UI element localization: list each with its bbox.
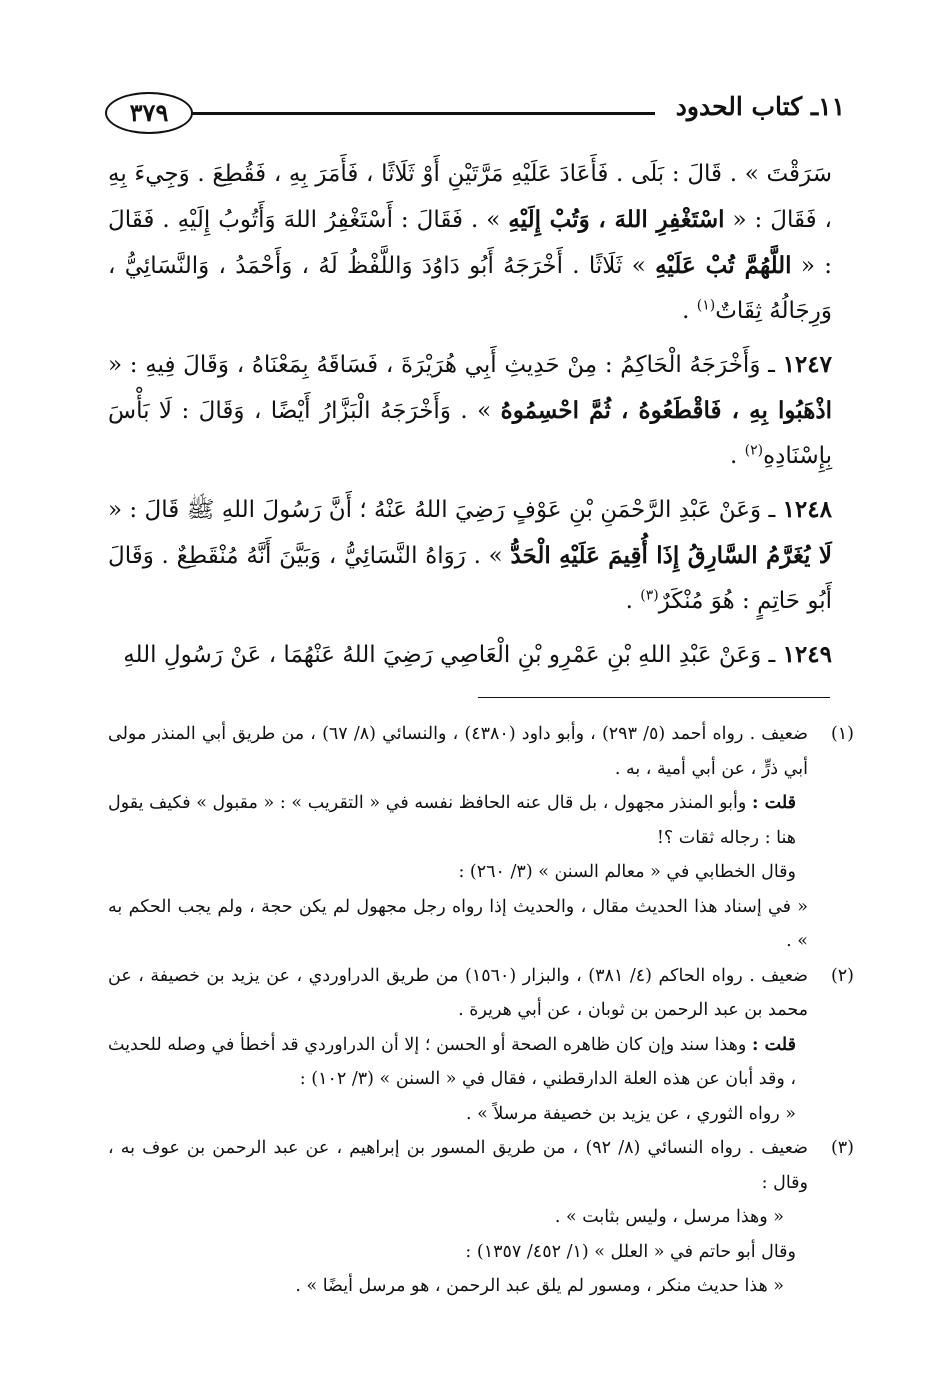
page-header: [105, 88, 845, 138]
footnote-number: (١): [830, 724, 854, 744]
hadith-number: ١٢٤٧: [782, 351, 832, 378]
text-run: ـ وَعَنْ عَبْدِ الرَّحْمَنِ بْنِ عَوْفٍ رَضِيَ اللهُ عَنْهُ ؛ أَنَّ رَسُولَ اللهِ ﷺ قَالَ : «: [108, 497, 776, 523]
text-run: » ثَلَاثًا . أَخْرَجَهُ أَبُو دَاوُدَ وَاللَّفْظُ لَهُ ، وَأَحْمَدُ ، وَالنَّسَائِيُّ ، وَرِجَالُهُ ثِقَاتٌ: [108, 253, 832, 324]
footnote-body: [108, 959, 808, 1132]
text-run: .: [625, 588, 641, 614]
hadith-number: ١٢٤٩: [782, 641, 832, 668]
hadith-quote: اللَّهُمَّ تُبْ عَلَيْهِ: [655, 252, 792, 279]
footnote-line: وقال أبو حاتم في « العلل » (١/ ٤٥٢/ ١٣٥٧) :: [465, 1241, 796, 1262]
hadith-quote: لَا يُغَرَّمُ السَّارِقُ إِذَا أُقِيمَ عَلَيْهِ الْحَدُّ: [510, 542, 833, 569]
text-run: وأبو المنذر مجهول ، بل قال عنه الحافظ نفسه في « التقريب » : « مقبول » فكيف يقول هنا : رجاله ثقات ؟!: [108, 793, 796, 848]
footnote-line: ضعيف . رواه النسائي (٨/ ٩٢) ، من طريق المسور بن إبراهيم ، عن عبد الرحمن بن عوف به ، وقال :: [108, 1138, 808, 1193]
text-run: » . فَقَالَ : أَسْتَغْفِرُ اللهَ وَأَتُوبُ إِلَيْهِ . فَقَالَ : «: [108, 207, 832, 279]
footnote-ref: (٢): [744, 442, 764, 459]
footnote-number: (٢): [830, 965, 854, 986]
footnote-line: ضعيف . رواه الحاكم (٤/ ٣٨١) ، والبزار (١٥٦٠) من طريق الدراوردي ، عن يزيد بن خصيفة ، عن محمد بن عبد الرحمن بن ثوبان ، عن أبي هريرة .: [108, 965, 808, 1020]
footnote-line: [108, 1028, 808, 1097]
footnote-ref: (٣): [640, 587, 659, 604]
hadith-1248: [108, 487, 832, 624]
footnote-line: « في إسناد هذا الحديث مقال ، والحديث إذا رواه رجل مجهول لم يكن حجة ، ولم يجب الحكم به » .: [108, 896, 808, 951]
footnote-ref: (١): [696, 297, 716, 314]
page-number-badge: [105, 92, 193, 134]
footnote-line: « هذا حديث منكر ، ومسور لم يلق عبد الرحمن ، هو مرسل أيضًا » .: [295, 1276, 784, 1296]
text-run: وهذا سند وإن كان ظاهره الصحة أو الحسن ؛ إلا أن الدراوردي قد أخطأ في وصله للحديث ، وقد أبان عن هذه العلة الدارقطني ، فقال في « السنن » (٣/ ١٠٢) :: [108, 1034, 796, 1089]
hadith-1247: [108, 342, 832, 479]
footnote-number: (٣): [830, 1138, 854, 1158]
footnote-line: « وهذا مرسل ، وليس بثابت » .: [554, 1207, 784, 1227]
text-run: ـ وَأَخْرَجَهُ الْحَاكِمُ : مِنْ حَدِيثِ أَبِي هُرَيْرَةَ ، فَسَاقَهُ بِمَعْنَاهُ ، وَقَالَ فِيهِ : «: [108, 352, 775, 378]
hadith-1249: [108, 632, 832, 678]
hadith-quote: اسْتَغْفِرِ اللهَ ، وَتُبْ إِلَيْهِ: [508, 206, 725, 233]
footnote-lead: قلت :: [751, 1034, 796, 1055]
footnote-body: [108, 717, 808, 959]
footnote-body: [108, 1131, 808, 1304]
footnote-line: ضعيف . رواه أحمد (٥/ ٢٩٣) ، وأبو داود (٤٣٨٠) ، والنسائي (٨/ ٦٧) ، من طريق أبي المنذر مولى أبي ذرٍّ ، عن أبي أمية ، به .: [108, 724, 808, 779]
chapter-title: ١١ـ كتاب الحدود: [675, 92, 845, 121]
footnote-separator: [478, 697, 830, 698]
footnotes: [108, 717, 854, 1304]
footnote-line: [108, 786, 808, 855]
text-run: » . وَأَخْرَجَهُ الْبَزَّارُ أَيْضًا ، وَقَالَ : لَا بَأْسَ بِإِسْنَادِهِ: [108, 398, 832, 469]
hadith-quote: اذْهَبُوا بِهِ ، فَاقْطَعُوهُ ، ثُمَّ احْسِمُوهُ: [500, 397, 832, 424]
paragraph-continuation: [108, 152, 832, 334]
footnote-lead: قلت :: [752, 793, 796, 813]
footnote-line: « رواه الثوري ، عن يزيد بن خصيفة مرسلاً » .: [465, 1103, 796, 1124]
text-run: » . رَوَاهُ النَّسَائِيُّ ، وَبَيَّنَ أَنَّهُ مُنْقَطِعٌ . وَقَالَ أَبُو حَاتِمٍ : هُوَ مُنْكَرٌ: [108, 543, 832, 614]
footnote-2: [108, 959, 854, 1132]
main-text: [108, 152, 832, 686]
page-number: ٣٧٩: [129, 98, 169, 127]
text-run: سَرَقْتَ » . قَالَ : بَلَى . فَأَعَادَ عَلَيْهِ مَرَّتَيْنِ أَوْ ثَلَاثًا ، فَأَمَرَ بِهِ ، فَقُطِعَ . وَجِيءَ بِهِ ، فَقَالَ : «: [108, 161, 832, 233]
footnote-line: وقال الخطابي في « معالم السنن » (٣/ ٢٦٠) :: [458, 862, 796, 882]
hadith-number: ١٢٤٨: [782, 496, 832, 523]
header-rule: [191, 112, 655, 115]
text-run: .: [682, 298, 697, 324]
footnote-1: [108, 717, 854, 959]
text-run: .: [729, 443, 745, 469]
footnote-3: [108, 1131, 854, 1304]
text-run: ـ وَعَنْ عَبْدِ اللهِ بْنِ عَمْرِو بْنِ الْعَاصِي رَضِيَ اللهُ عَنْهُمَا ، عَنْ رَسُولِ اللهِ: [123, 642, 776, 668]
